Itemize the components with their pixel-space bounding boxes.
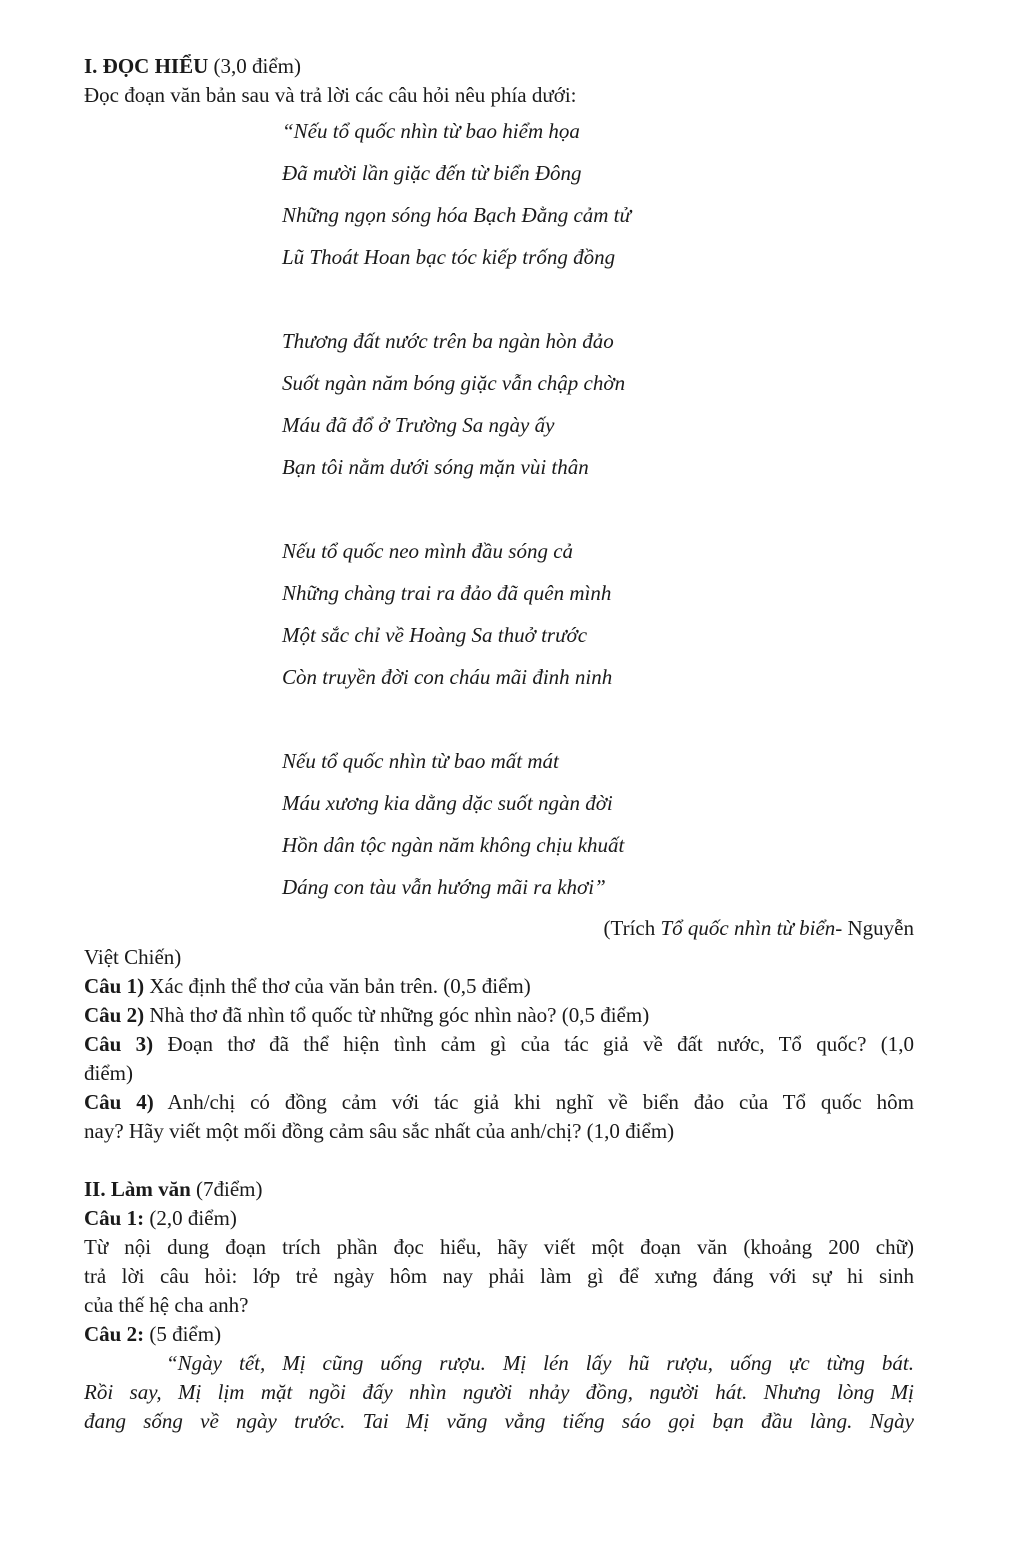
poem-line: Máu đã đổ ở Trường Sa ngày ấy (282, 413, 555, 437)
cau1-line: trả lời câu hỏi: lớp trẻ ngày hôm nay phải làm gì để xưng đáng với sự hi sinh (84, 1264, 914, 1288)
poem-line: Thương đất nước trên ba ngàn hòn đảo (282, 329, 614, 353)
question-1 (84, 972, 914, 1001)
poem-line: Nếu tổ quốc nhìn từ bao mất mát (282, 749, 559, 773)
question-text: Nhà thơ đã nhìn tổ quốc từ những góc nhìn nào? (0,5 điểm) (144, 1003, 650, 1027)
question-text: Xác định thể thơ của văn bản trên. (0,5 điểm) (144, 974, 531, 998)
poem-line: Hồn dân tộc ngàn năm không chịu khuất (282, 833, 625, 857)
poem-line: Nếu tổ quốc neo mình đầu sóng cả (282, 539, 574, 563)
cau1-label: Câu 1: (84, 1206, 145, 1230)
question-label: Câu 2) (84, 1003, 145, 1027)
cau2-points: (5 điểm) (144, 1322, 222, 1346)
section1-heading-line (84, 52, 914, 81)
poem-line: Suốt ngàn năm bóng giặc vẫn chập chờn (282, 371, 626, 395)
cau2-prose-line: “Ngày tết, Mị cũng uống rượu. Mị lén lấy hũ rượu, uống ực từng bát. (166, 1351, 914, 1375)
cau1-line: của thế hệ cha anh? (84, 1293, 249, 1317)
citation-author-cont: Việt Chiến) (84, 945, 182, 969)
section2-cau2-heading (84, 1320, 914, 1349)
question-3 (84, 1030, 914, 1059)
question-3-cont: điểm) (84, 1061, 133, 1085)
question-label: Câu 4) (84, 1090, 154, 1114)
poem-line: Lũ Thoát Hoan bạc tóc kiếp trống đồng (282, 245, 616, 269)
question-4-cont: nay? Hãy viết một mối đồng cảm sâu sắc nhất của anh/chị? (1,0 điểm) (84, 1119, 675, 1143)
section1-heading: I. ĐỌC HIỂU (84, 54, 209, 78)
section2-cau1-heading (84, 1204, 914, 1233)
poem-line: Đã mười lần giặc đến từ biển Đông (282, 161, 582, 185)
citation (84, 914, 914, 943)
poem-line: Bạn tôi nằm dưới sóng mặn vùi thân (282, 455, 589, 479)
section2-points: (7điểm) (190, 1177, 263, 1201)
poem (282, 110, 914, 908)
section1-points: (3,0 điểm) (208, 54, 302, 78)
question-4 (84, 1088, 914, 1117)
poem-line: Máu xương kia dằng dặc suốt ngàn đời (282, 791, 613, 815)
section2-heading-line (84, 1175, 914, 1204)
question-text: Anh/chị có đồng cảm với tác giả khi nghĩ về biển đảo của Tổ quốc hôm (153, 1090, 915, 1114)
poem-line: Một sắc chỉ về Hoàng Sa thuở trước (282, 623, 588, 647)
cau2-label: Câu 2: (84, 1322, 145, 1346)
question-text: Đoạn thơ đã thể hiện tình cảm gì của tác giả về đất nước, Tổ quốc? (1,0 (153, 1032, 914, 1056)
section1-intro: Đọc đoạn văn bản sau và trả lời các câu hỏi nêu phía dưới: (84, 83, 577, 107)
document-page (84, 52, 914, 1436)
citation-title: Tổ quốc nhìn từ biển (660, 916, 836, 940)
cau1-line: Từ nội dung đoạn trích phần đọc hiểu, hãy viết một đoạn văn (khoảng 200 chữ) (84, 1235, 914, 1259)
citation-open: (Trích (603, 916, 661, 940)
cau2-prose-line: Rồi say, Mị lịm mặt ngồi đấy nhìn người nhảy đồng, người hát. Nhưng lòng Mị (84, 1380, 914, 1404)
cau1-points: (2,0 điểm) (144, 1206, 237, 1230)
poem-line: “Nếu tổ quốc nhìn từ bao hiểm họa (282, 119, 580, 143)
poem-line: Còn truyền đời con cháu mãi đinh ninh (282, 665, 613, 689)
poem-line: Những chàng trai ra đảo đã quên mình (282, 581, 612, 605)
poem-line: Dáng con tàu vẫn hướng mãi ra khơi” (282, 875, 606, 899)
question-label: Câu 1) (84, 974, 145, 998)
section2-heading: II. Làm văn (84, 1177, 191, 1201)
question-2 (84, 1001, 914, 1030)
citation-author: - Nguyễn (835, 916, 914, 940)
question-label: Câu 3) (84, 1032, 154, 1056)
cau2-prose-line: đang sống về ngày trước. Tai Mị văng vẳng tiếng sáo gọi bạn đầu làng. Ngày (84, 1409, 914, 1433)
poem-line: Những ngọn sóng hóa Bạch Đằng cảm tử (282, 203, 631, 227)
